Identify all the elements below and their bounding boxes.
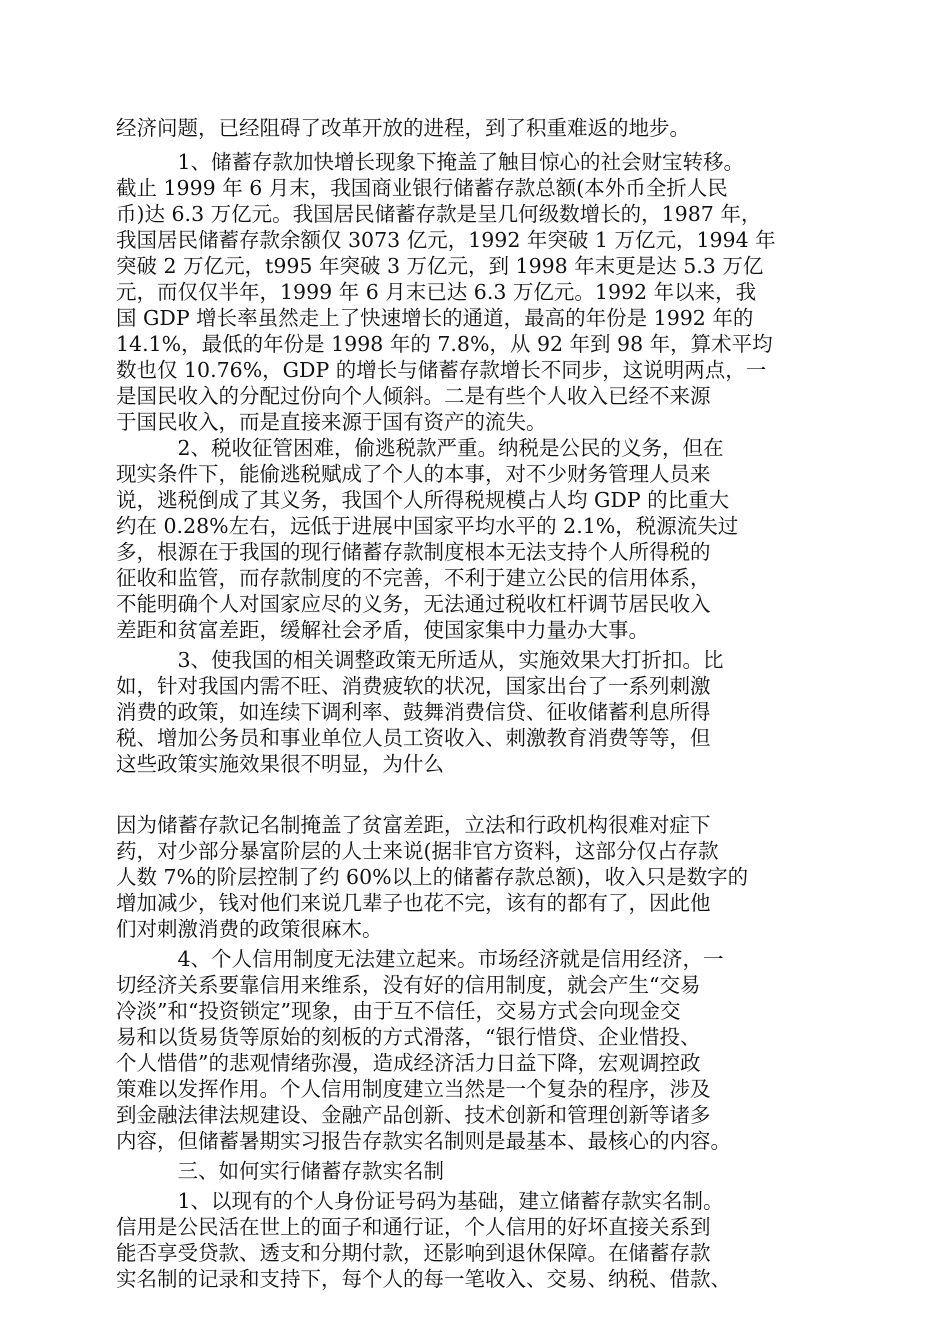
text-line: 3、使我国的相关调整政策无所适从，实施效果大打折扣。比 [116, 648, 724, 672]
text-line: 因为储蓄存款记名制掩盖了贫富差距，立法和行政机构很难对症下 [116, 813, 711, 837]
text-line: 这些政策实施效果很不明显，为什么 [116, 752, 444, 776]
text-line: 约在 0.28%左右，远低于进展中国家平均水平的 2.1%，税源流失过 [116, 514, 739, 538]
text-line: 我国居民储蓄存款余额仅 3073 亿元，1992 年突破 1 万亿元，1994 年 [116, 228, 776, 252]
text-line: 消费的政策，如连续下调利率、鼓舞消费信贷、征收储蓄利息所得 [116, 700, 711, 724]
text-line: 信用是公民活在世上的面子和通行证，个人信用的好坏直接关系到 [116, 1215, 711, 1239]
text-line: 增加减少，钱对他们来说几辈子也花不完，该有的都有了，因此他 [116, 891, 711, 915]
text-line: 1、以现有的个人身份证号码为基础，建立储蓄存款实名制。 [116, 1189, 724, 1213]
text-line: 策难以发挥作用。个人信用制度建立当然是一个复杂的程序，涉及 [116, 1077, 711, 1101]
text-line: 冷淡”和“投资锁定”现象，由于互不信任，交易方式会向现金交 [116, 999, 681, 1023]
text-line: 经济问题，已经阻碍了改革开放的进程，到了积重难返的地步。 [116, 116, 690, 140]
text-line: 数也仅 10.76%，GDP 的增长与储蓄存款增长不同步，这说明两点，一 [116, 358, 767, 382]
text-line: 14.1%，最低的年份是 1998 年的 7.8%，从 92 年到 98 年，算术平均 [116, 332, 773, 356]
text-line: 说，逃税倒成了其义务，我国个人所得税规模占人均 GDP 的比重大 [116, 488, 730, 512]
text-line: 元，而仅仅半年，1999 年 6 月末已达 6.3 万亿元。1992 年以来，我 [116, 280, 757, 304]
text-line: 国 GDP 增长率虽然走上了快速增长的通道，最高的年份是 1992 年的 [116, 306, 754, 330]
section-heading: 三、如何实行储蓄存款实名制 [116, 1159, 444, 1183]
text-line: 人数 7%的阶层控制了约 60%以上的储蓄存款总额)，收入只是数字的 [116, 865, 749, 889]
text-line: 个人惜借”的悲观情绪弥漫，造成经济活力日益下降，宏观调控政 [116, 1051, 701, 1075]
text-line: 切经济关系要靠信用来维系，没有好的信用制度，就会产生“交易 [116, 973, 701, 997]
text-line: 能否享受贷款、透支和分期付款，还影响到退休保障。在储蓄存款 [116, 1241, 711, 1265]
text-line: 是国民收入的分配过份向个人倾斜。二是有些个人收入已经不来源 [116, 384, 711, 408]
text-line: 不能明确个人对国家应尽的义务，无法通过税收杠杆调节居民收入 [116, 592, 711, 616]
text-line: 易和以货易货等原始的刻板的方式滑落，“银行惜贷、企业惜投、 [116, 1025, 701, 1049]
text-line: 于国民收入，而是直接来源于国有资产的流失。 [116, 410, 547, 434]
text-line: 差距和贫富差距，缓解社会矛盾，使国家集中力量办大事。 [116, 618, 649, 642]
text-line: 多，根源在于我国的现行储蓄存款制度根本无法支持个人所得税的 [116, 540, 711, 564]
text-line: 突破 2 万亿元，t995 年突破 3 万亿元，到 1998 年末更是达 5.3 万亿 [116, 254, 764, 278]
text-line: 2、税收征管困难，偷逃税款严重。纳税是公民的义务，但在 [116, 436, 724, 460]
text-line: 到金融法律法规建设、金融产品创新、技术创新和管理创新等诸多 [116, 1103, 711, 1127]
text-line: 现实条件下，能偷逃税赋成了个人的本事，对不少财务管理人员来 [116, 462, 711, 486]
text-line: 药，对少部分暴富阶层的人士来说(据非官方资料，这部分仅占存款 [116, 839, 719, 863]
text-line: 们对刺激消费的政策很麻木。 [116, 917, 383, 941]
text-line: 截止 1999 年 6 月末，我国商业银行储蓄存款总额(本外币全折人民 [116, 176, 728, 200]
text-line: 内容，但储蓄暑期实习报告存款实名制则是最基本、最核心的内容。 [116, 1129, 731, 1153]
text-line: 4、个人信用制度无法建立起来。市场经济就是信用经济，一 [116, 947, 724, 971]
text-line: 税、增加公务员和事业单位人员工资收入、刺激教育消费等等，但 [116, 726, 711, 750]
text-line: 币)达 6.3 万亿元。我国居民储蓄存款是呈几何级数增长的，1987 年， [116, 202, 762, 226]
text-line: 实名制的记录和支持下，每个人的每一笔收入、交易、纳税、借款、 [116, 1267, 731, 1291]
text-line: 1、储蓄存款加快增长现象下掩盖了触目惊心的社会财宝转移。 [116, 150, 745, 174]
text-line: 如，针对我国内需不旺、消费疲软的状况，国家出台了一系列刺激 [116, 674, 711, 698]
text-line: 征收和监管，而存款制度的不完善，不利于建立公民的信用体系， [116, 566, 711, 590]
